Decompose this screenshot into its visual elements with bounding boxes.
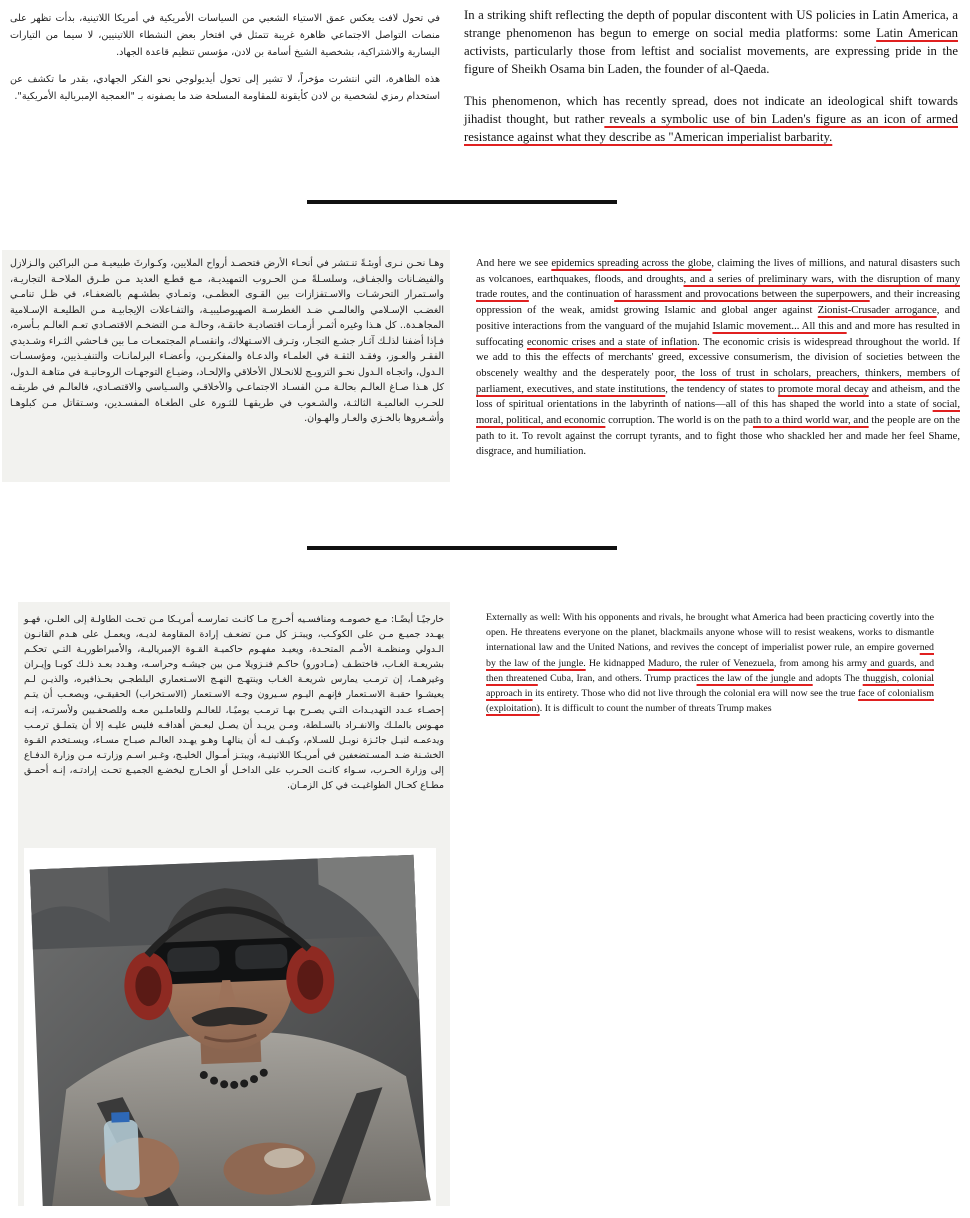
- section1-english-column: [464, 6, 958, 160]
- highlighted-phrase: th to a third world war, and: [752, 415, 869, 427]
- text-run: , and positive interactions from the vanguard of the mujahid: [476, 305, 960, 332]
- highlight-symbolic-use: reveals a symbolic use of bin Laden's figure as an icon of armed resistance against what they describe as "American imperialist barbarity.: [464, 112, 958, 144]
- highlighted-phrase: n of harassment and provocations between the superpowers: [614, 289, 870, 301]
- text-run: adopts The: [812, 672, 863, 684]
- text-run: He kidnapped: [585, 657, 648, 669]
- section1-english-paragraph-1: In a striking shift reflecting the depth of popular discontent with US policies in Latin America, a strange phenomenon has begun to emerge on social media platforms: some Latin American activists, particularly those from leftist and socialist movements, are expressing pride in the figure of Sheikh Osama bin Laden, the founder of al-Qaeda.: [464, 8, 958, 76]
- highlighted-phrase: the loss of trust in scholars, preachers, thinkers, members of parliament, executives, and state institutions: [476, 367, 960, 395]
- text-run: d and more has resulted in suffocating: [476, 320, 960, 348]
- section1-arabic-column: [10, 10, 440, 115]
- section-divider-2: [307, 546, 617, 550]
- highlighted-phrase: , and a series of preliminary wars, with the disruption of many trade routes,: [476, 273, 960, 301]
- highlighted-phrase: and guards, and then threaten: [486, 657, 935, 684]
- text-run: . It is difficult to count the number of threats Trump makes: [539, 703, 772, 715]
- highlighted-phrase: economic crises and a state of inflation: [526, 336, 698, 348]
- highlighted-phrase: Zionist-Crusader arrogance: [817, 305, 937, 317]
- section1-english-paragraph-2: This phenomenon, which has recently spread, does not indicate an ideological shift towards jihadist thought, but rather reveals a symbolic use of bin Laden's figure as an icon of armed resistance against what they describe as "American imperialist barbarity.: [464, 94, 958, 144]
- text-run: Externally as well: With his opponents and rivals, he brought what America had been practicing covertly into the open. He threatens everyone on the planet, blackmails anyone whose will to resist weakens, works to dismantle international law and the United Nations, and revives the concept of imperialist power rule, an empire gover: [486, 612, 934, 654]
- section2-arabic-text: وهـا نحـن نـرى أوبئـةً تنـتشر في أنحـاء الأرض فتحصـد أرواح الملايين، وكـوارثَ طبيعيـة مـن البراكين والـزلازل والفيضـانات والجفـاف، وسلسـلةً مـن الحـروب التمهيديـة، مـع قطـع العديد مـن طـرق الملاحـة التجاريـة، واسـتمرار التحرشـات والاسـتفزازات بين القـوى العظمـى، وتمـادي بطشـهم بالضعفـاء، في ظـل تنامـي الغضـب الإسـلامي والعالمـي ضـد الغطرسـة الصهيوصليبيـة، والتفـاعلات الإيجابيـة مـن الطليعـة الإسـلامية المجاهـدة.. كل هـذا وغيره أثمـر أزمـات اقتصاديـة خانقـة، وحالـة مـن التضخـم الاقتصـادي تعـم العالـم بـأسره، فـإذا أضفنا لذلـك آثـار جشـع التجـار، وتـرف الاسـتهلاك، وانقسـام المجتمعـات مـا بين فـاحشي الثـراء وشـديدي الفقـر والعـوز، وفقـد الثقـة في العلمـاء والدعـاة والمفكريـن، وأعضـاء البرلمانـات والتنفيـذيين، ومؤسسـات الـدول، واتجـاه الـدول نحـو الترويـج للانحـلال الأخلاقي والإلحـاد، وضيـاع التوجهـات الروحانيـة في متاهـة الـدول، كل هـذا صـاغ العالـم بحالـة مـن الفسـاد الاجتماعـي والأخلاقـي والسـياسي والاقتصـادي، فالعالـم في طريقـه للحـرب العالميـة الثالثـة، والشـعوب في طريقهـا للثـورة على الطغـاة المفسـدين، وسـتقاتل مـن كبلوهـا وأشـعروها بالخـزي والعـار والهـوان.: [10, 258, 444, 424]
- section3-arabic-box: [18, 602, 450, 1206]
- highlighted-phrase: ned by the law of the jungle.: [486, 642, 934, 669]
- highlighted-phrase: thuggish, colonial approach in: [486, 672, 934, 700]
- text-run: , from among his army: [773, 657, 868, 669]
- highlight-latin-american: Latin American: [876, 26, 958, 40]
- highlighted-phrase: ces the law of the jungle and: [696, 672, 813, 684]
- section1-arabic-paragraph-1: في تحول لافت يعكس عمق الاستياء الشعبي من السياسات الأمريكية في أمريكا اللاتينية، بدأت تظهر على منصات التواصل الاجتماعي ظاهرة غريبة تتمثل في افتخار بعض النشطاء اللاتينيين، لا سيما من التيارات اليسارية والاشتراكية، بشخصية الشيخ أسامة بن لادن، مؤسس تنظيم قاعدة الجهاد.: [10, 13, 440, 58]
- section3-arabic-text: خارجيًـا أيضًـا: مـع خصومـه ومنافسـيه أخـرج مـا كانـت تمارسـه أمريـكا مـن تحـت الطاولـة إلى العلـن، فهـو يهـدد جميـع مـن على الكوكـب، ويبتـز كل مـن تضعـف إرادة المقاومة لديـه، ويعمـل على هـدم القانـون الـدولي ومنظمـة الأمـم المتحـدة، ويعيـد مفهـوم حاكميـة القـوة الإمبرياليـة، والأمبراطوريـة التـي تحكـم بشريعـة الغـاب، فاختطـف (مـادورو) حاكـم فنـزويلا مـن بين جيشـه وحراسـه، وهـدد بعـد ذلـك كوبـا وإيـران وغيرهمـا، إن ترمـب يمارس شريعـة الغـاب وينتهـج النهـج الاسـتعماري البلطجـي بحـذافيره، والذيـن لـم يعيشـوا حقبـة الاسـتعمار فإنهـم اليـوم سـيرون وجـه الاسـتعمار (الاسـتخراب) الحقيقـي، ويصعـب أن يتـم إحصـاء عـدد التهديـدات التـي يصـرح بهـا ترمـب يوميًـا، للعالـم وللعاملـين معـه وللصحفـيين ولأسرتـه، إنـه مهـوس بالملـك والانفـراد بالسـلطة، ومـن يريـد أن يصـل لبعـض أهدافـه فليس عليـه إلا أن يتملـق ترمـب ويدعمـه لنيـل جائـزة نوبـل للسـلام، وكيـف لـه أن ينالهـا وهـو يهـدد العالـم صبـاح مسـاء، ويسـتخدم القـوة الخشـنة ضـد المسـتضعفين في أمريـكا اللاتينيـة، ويبتـز أمـوال الخليـج، وغـير اسـم وزارتـه مـن وزارة الدفـاع إلى وزارة الحـرب، سـواء كانـت الحـرب على الداخـل أو الخـارج ليخضـع الجميـع تحـت إرادتـه، إنـه أحمـق مطـاع كحـال الطواغيـت في كل الزمـان.: [24, 614, 444, 792]
- text-run: its entirety. Those who did not live through the colonial era will now see the true: [532, 688, 859, 700]
- section3-english-paragraph: [486, 610, 934, 716]
- text-run: , claiming the lives of millions, and natural disasters such as volcanoes, earthquakes, floods, and droughts: [476, 258, 960, 285]
- man-headphones-photo: [24, 848, 436, 1206]
- section2-english-paragraph: [476, 256, 960, 460]
- highlighted-phrase: epidemics spreading across the globe: [551, 258, 712, 269]
- section2-arabic-box: [2, 250, 450, 482]
- text-run: , and their increasing oppression of the weak, amidst growing Islamic and global anger against: [476, 289, 960, 317]
- highlighted-phrase: Islamic movement... All this an: [712, 320, 847, 332]
- highlighted-phrase: Maduro, the ruler of Venezuela: [647, 657, 774, 669]
- man-headphones-photo-art: [24, 848, 436, 1206]
- text-run: . The economic crisis is widespread throughout the world. If we add to this the effects of merchants' greed, excessive consumerism, the division of societies between the obscenely wealthy and the desperately poor,: [476, 336, 960, 379]
- text-run: And here we see: [476, 258, 552, 269]
- highlighted-phrase: social, moral, political, and economic: [476, 399, 960, 427]
- text-run: the people are on the path to it. To revolt against the corrupt tyrants, and to fight those who shackled her and made her feel Shame, disgrace, and humiliation.: [476, 415, 960, 458]
- section-divider-1: [307, 200, 617, 204]
- text-run: and atheism, and the loss of spiritual orientations in the labyrinth of nations—all of this has shaped the world into a state of: [476, 383, 960, 411]
- text-run: and the continuatio: [528, 289, 615, 301]
- text-run: corruption. The world is on the pa: [605, 415, 753, 427]
- highlighted-phrase: face of colonialism (exploitation): [486, 688, 934, 715]
- highlighted-phrase: promote moral decay: [777, 383, 869, 395]
- text-run: , the tendency of states to: [665, 383, 778, 395]
- section1-arabic-paragraph-2: هذه الظاهرة، التي انتشرت مؤخراً، لا تشير إلى تحول أيديولوجي نحو الفكر الجهادي، بقدر ما تكشف عن استخدام رمزي لشخصية بن لادن كأيقونة للمقاومة المسلحة ضد ما يصفونه بـ "العمجية الإمبريالية الأمريكية".: [10, 74, 440, 102]
- text-run: ed Cuba, Iran, and others. Trump practi: [537, 672, 697, 684]
